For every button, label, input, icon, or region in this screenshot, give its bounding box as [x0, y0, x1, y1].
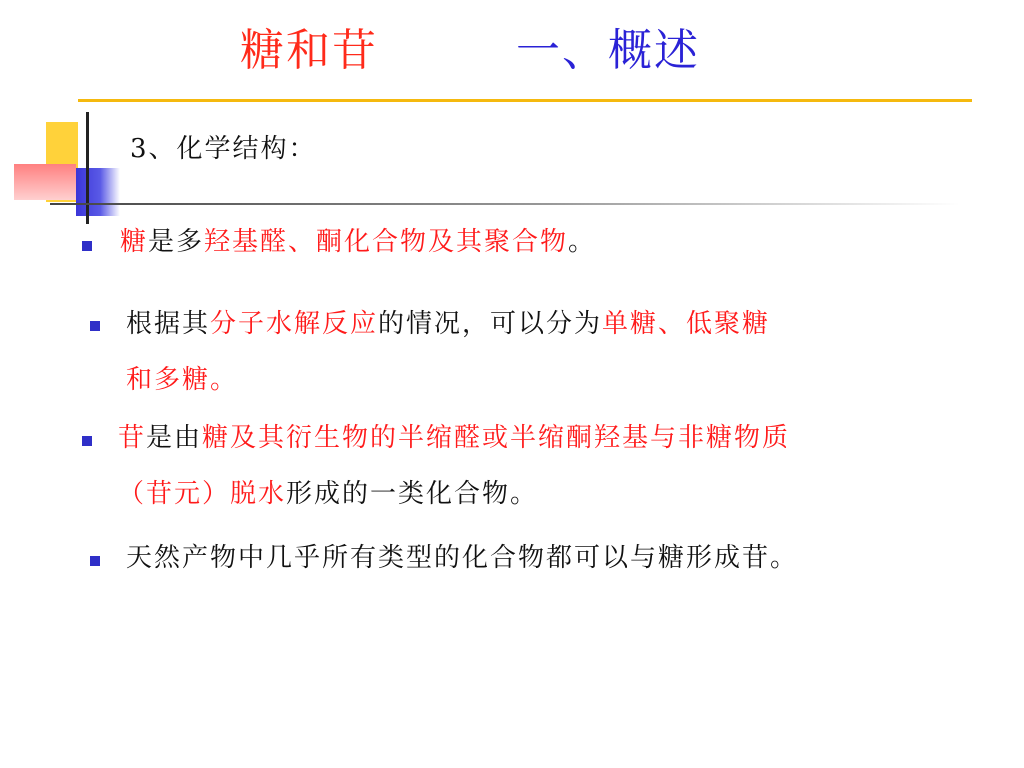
deco-red-block	[14, 164, 76, 200]
bullet-paragraph-4	[126, 530, 966, 586]
term-glycoside: 苷	[118, 423, 147, 453]
bullet-marker	[82, 436, 92, 446]
term-polysaccharide: 和多糖。	[126, 365, 239, 395]
bullet-marker	[90, 556, 100, 566]
slide-title-section: 一、概述	[516, 25, 700, 76]
term-sugar: 糖	[120, 227, 149, 257]
deco-blue-block	[76, 168, 120, 216]
bullet-paragraph-2	[126, 296, 926, 408]
bullet-marker	[82, 241, 92, 251]
text-segment: 是多	[148, 227, 205, 257]
bullet-paragraph-1	[120, 214, 960, 270]
deco-vertical-line	[86, 112, 89, 224]
term-glycoside-definition: 糖及其衍生物的半缩醛或半缩酮羟基与非糖物质	[202, 423, 791, 453]
term-aglycone: （苷元）脱水	[118, 479, 287, 509]
term-definition: 羟基醛、酮化合物及其聚合物	[204, 227, 569, 257]
text-segment: 的情况，可以分为	[378, 309, 603, 339]
section-subtitle: 3、化学结构：	[130, 134, 317, 164]
text-segment: 是由	[146, 423, 203, 453]
bullet-paragraph-3	[118, 410, 958, 522]
text-segment: 形成的一类化合物。	[286, 479, 539, 509]
text-segment: 。	[568, 227, 597, 257]
bullet-marker	[90, 321, 100, 331]
deco-horizontal-line	[50, 203, 960, 205]
title-underline	[78, 99, 972, 102]
text-segment: 天然产物中几乎所有类型的化合物都可以与糖形成苷。	[126, 543, 799, 573]
slide-title-main: 糖和苷	[240, 25, 378, 76]
term-sugar-types: 单糖、低聚糖	[602, 309, 771, 339]
term-hydrolysis: 分子水解反应	[210, 309, 379, 339]
text-segment: 根据其	[126, 309, 211, 339]
